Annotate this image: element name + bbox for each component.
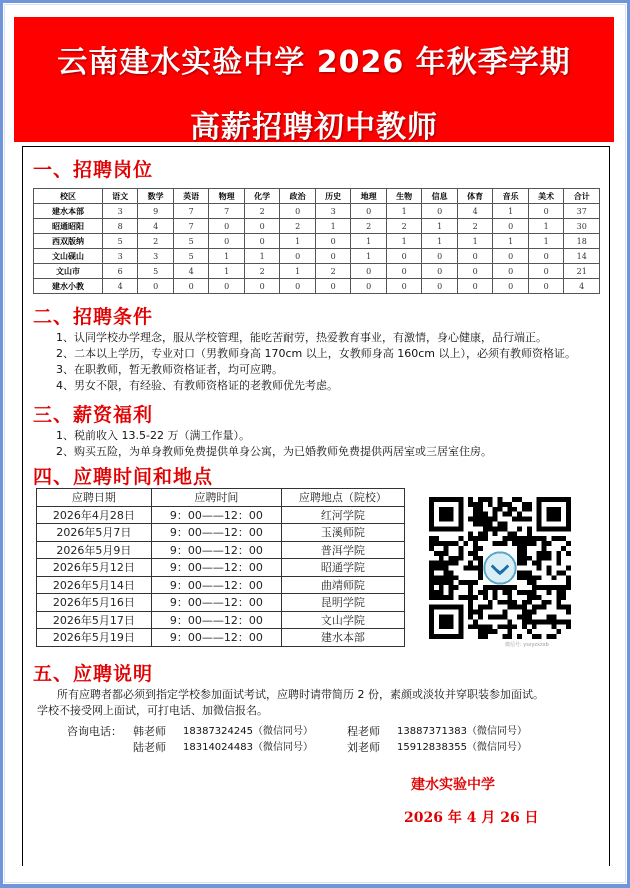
requirement-item: 1、认同学校办学理念，服从学校管理，能吃苦耐劳，热爱教育事业，有激情，身心健康，品行端正。	[56, 331, 547, 344]
qr-code-icon	[429, 497, 571, 639]
positions-header-cell: 体育	[457, 189, 493, 204]
time-cell: 9：00——12：00	[151, 559, 281, 577]
positions-header-cell: 历史	[315, 189, 351, 204]
count-cell: 18	[564, 234, 600, 249]
positions-header-cell: 信息	[422, 189, 458, 204]
positions-header-cell: 音乐	[493, 189, 529, 204]
requirement-item: 4、男女不限，有经验、有教师资格证的老教师优先考虑。	[56, 379, 338, 392]
table-row	[37, 506, 405, 524]
campus-cell: 建水小教	[34, 279, 103, 294]
positions-header-cell: 美术	[528, 189, 564, 204]
count-cell: 5	[102, 234, 138, 249]
count-cell: 0	[244, 234, 280, 249]
count-cell: 7	[173, 219, 209, 234]
count-cell: 1	[422, 234, 458, 249]
contact-name: 韩老师	[133, 725, 166, 738]
count-cell: 0	[315, 279, 351, 294]
count-cell: 30	[564, 219, 600, 234]
count-cell: 0	[493, 279, 529, 294]
title-banner	[14, 17, 614, 145]
count-cell: 0	[457, 264, 493, 279]
location-cell: 普洱学院	[281, 541, 404, 559]
table-row	[34, 234, 600, 249]
requirement-item: 2、二本以上学历，专业对口（男教师身高 170cm 以上，女教师身高 160cm 以上），必须有教师资格证。	[56, 347, 576, 360]
contact-name: 程老师	[347, 725, 380, 738]
section-title-positions: 一、招聘岗位	[33, 159, 154, 181]
count-cell: 2	[280, 219, 316, 234]
benefits-list	[56, 428, 492, 460]
count-cell: 0	[209, 279, 245, 294]
count-cell: 4	[173, 264, 209, 279]
location-cell: 文山学院	[281, 611, 404, 629]
count-cell: 1	[244, 249, 280, 264]
section-title-benefits: 三、薪资福利	[33, 404, 154, 426]
count-cell: 2	[351, 219, 387, 234]
positions-header-cell: 合计	[564, 189, 600, 204]
count-cell: 8	[102, 219, 138, 234]
count-cell: 0	[351, 279, 387, 294]
count-cell: 0	[528, 264, 564, 279]
count-cell: 0	[528, 279, 564, 294]
schedule-header-cell: 应聘地点（院校）	[281, 489, 404, 507]
count-cell: 2	[244, 204, 280, 219]
table-row	[34, 219, 600, 234]
count-cell: 0	[386, 249, 422, 264]
count-cell: 2	[457, 219, 493, 234]
location-cell: 昭通学院	[281, 559, 404, 577]
positions-header-cell: 生物	[386, 189, 422, 204]
count-cell: 5	[173, 234, 209, 249]
positions-table	[33, 188, 600, 294]
contact-phone[interactable]: 13887371383（微信同号）	[397, 726, 527, 737]
schedule-table-header	[37, 489, 405, 507]
schedule-header-cell: 应聘时间	[151, 489, 281, 507]
contact-phone[interactable]: 18314024483（微信同号）	[183, 742, 313, 753]
positions-header-cell: 数学	[138, 189, 174, 204]
positions-header-cell: 物理	[209, 189, 245, 204]
contact-name: 陆老师	[133, 741, 166, 754]
count-cell: 0	[351, 204, 387, 219]
contact-label: 咨询电话：	[67, 725, 122, 738]
count-cell: 1	[351, 249, 387, 264]
count-cell: 4	[102, 279, 138, 294]
count-cell: 1	[209, 249, 245, 264]
section-title-schedule: 四、应聘时间和地点	[33, 466, 214, 488]
campus-cell: 文山市	[34, 264, 103, 279]
count-cell: 2	[138, 234, 174, 249]
date-cell: 2026年5月17日	[37, 611, 152, 629]
count-cell: 0	[315, 234, 351, 249]
count-cell: 1	[493, 204, 529, 219]
count-cell: 37	[564, 204, 600, 219]
banner-title-line1: 云南建水实验中学 2026 年秋季学期	[57, 45, 571, 80]
count-cell: 0	[351, 264, 387, 279]
positions-header-cell: 化学	[244, 189, 280, 204]
count-cell: 0	[244, 279, 280, 294]
count-cell: 0	[173, 279, 209, 294]
count-cell: 9	[138, 204, 174, 219]
time-cell: 9：00——12：00	[151, 611, 281, 629]
schedule-header-cell: 应聘日期	[37, 489, 152, 507]
count-cell: 0	[528, 249, 564, 264]
count-cell: 0	[493, 249, 529, 264]
date-cell: 2026年5月14日	[37, 576, 152, 594]
count-cell: 1	[315, 219, 351, 234]
count-cell: 1	[280, 234, 316, 249]
count-cell: 0	[493, 219, 529, 234]
count-cell: 1	[528, 219, 564, 234]
count-cell: 1	[386, 234, 422, 249]
time-cell: 9：00——12：00	[151, 576, 281, 594]
count-cell: 0	[280, 279, 316, 294]
count-cell: 0	[457, 279, 493, 294]
count-cell: 6	[102, 264, 138, 279]
count-cell: 5	[173, 249, 209, 264]
date-cell: 2026年5月16日	[37, 594, 152, 612]
location-cell: 红河学院	[281, 506, 404, 524]
table-row	[34, 204, 600, 219]
table-row	[34, 279, 600, 294]
count-cell: 5	[138, 264, 174, 279]
count-cell: 2	[315, 264, 351, 279]
contact-row	[67, 724, 561, 740]
time-cell: 9：00——12：00	[151, 541, 281, 559]
benefit-item: 2、购买五险，为单身教师免费提供单身公寓，为已婚教师免费提供两居室或三居室住房。	[56, 445, 492, 458]
count-cell: 0	[457, 249, 493, 264]
count-cell: 4	[564, 279, 600, 294]
content-box	[22, 146, 610, 866]
benefit-item: 1、税前收入 13.5-22 万（满工作量）。	[56, 429, 250, 442]
count-cell: 0	[422, 279, 458, 294]
contact-name: 刘老师	[347, 741, 380, 754]
table-row	[37, 524, 405, 542]
count-cell: 1	[351, 234, 387, 249]
section-title-notes: 五、应聘说明	[33, 663, 154, 685]
location-cell: 曲靖师院	[281, 576, 404, 594]
count-cell: 1	[422, 219, 458, 234]
campus-cell: 建水本部	[34, 204, 103, 219]
count-cell: 0	[422, 249, 458, 264]
contact-phone[interactable]: 15912838355（微信同号）	[397, 742, 527, 753]
notes-paragraph	[35, 687, 605, 719]
qr-caption: 微信号: yssyzxzxb	[505, 642, 549, 648]
count-cell: 0	[422, 204, 458, 219]
notes-line-2: 学校不接受网上面试，可打电话、加微信报名。	[37, 704, 268, 717]
positions-header-cell: 校区	[34, 189, 103, 204]
time-cell: 9：00——12：00	[151, 594, 281, 612]
section-title-requirements: 二、招聘条件	[33, 306, 154, 328]
count-cell: 1	[493, 234, 529, 249]
count-cell: 2	[244, 264, 280, 279]
count-cell: 2	[386, 219, 422, 234]
schedule-table-body	[37, 506, 405, 646]
schedule-table	[36, 488, 405, 647]
positions-header-cell: 地理	[351, 189, 387, 204]
count-cell: 21	[564, 264, 600, 279]
location-cell: 玉溪师院	[281, 524, 404, 542]
campus-cell: 文山砚山	[34, 249, 103, 264]
count-cell: 1	[386, 204, 422, 219]
positions-table-header	[34, 189, 600, 204]
count-cell: 0	[138, 279, 174, 294]
count-cell: 0	[315, 249, 351, 264]
count-cell: 0	[209, 234, 245, 249]
table-row	[37, 594, 405, 612]
date-cell: 2026年5月12日	[37, 559, 152, 577]
table-row	[37, 559, 405, 577]
count-cell: 0	[493, 264, 529, 279]
count-cell: 3	[102, 249, 138, 264]
count-cell: 1	[280, 264, 316, 279]
positions-table-body	[34, 204, 600, 294]
time-cell: 9：00——12：00	[151, 524, 281, 542]
table-row	[37, 576, 405, 594]
count-cell: 3	[102, 204, 138, 219]
count-cell: 0	[280, 249, 316, 264]
table-row	[37, 541, 405, 559]
count-cell: 3	[138, 249, 174, 264]
contact-row	[67, 740, 561, 756]
date-cell: 2026年5月7日	[37, 524, 152, 542]
date-cell: 2026年4月28日	[37, 506, 152, 524]
signature-date: 2026 年 4 月 26 日	[404, 810, 539, 826]
banner-title-line2: 高薪招聘初中教师	[190, 110, 438, 145]
notes-line-1: 所有应聘者都必须到指定学校参加面试考试，应聘时请带简历 2 份，素颜或淡妆并穿职装参加面试。	[57, 688, 544, 701]
table-row	[37, 629, 405, 647]
count-cell: 0	[386, 264, 422, 279]
location-cell: 昆明学院	[281, 594, 404, 612]
count-cell: 3	[315, 204, 351, 219]
count-cell: 0	[422, 264, 458, 279]
date-cell: 2026年5月9日	[37, 541, 152, 559]
requirements-list	[56, 330, 576, 394]
signature-school: 建水实验中学	[411, 777, 495, 793]
table-row	[37, 611, 405, 629]
count-cell: 7	[209, 204, 245, 219]
time-cell: 9：00——12：00	[151, 506, 281, 524]
positions-header-cell: 英语	[173, 189, 209, 204]
time-cell: 9：00——12：00	[151, 629, 281, 647]
count-cell: 14	[564, 249, 600, 264]
campus-cell: 西双版纳	[34, 234, 103, 249]
table-row	[34, 264, 600, 279]
count-cell: 1	[209, 264, 245, 279]
count-cell: 4	[138, 219, 174, 234]
count-cell: 0	[244, 219, 280, 234]
campus-cell: 昭通昭阳	[34, 219, 103, 234]
date-cell: 2026年5月19日	[37, 629, 152, 647]
contacts	[67, 724, 561, 756]
count-cell: 0	[386, 279, 422, 294]
count-cell: 1	[528, 234, 564, 249]
count-cell: 1	[457, 234, 493, 249]
count-cell: 0	[209, 219, 245, 234]
positions-header-cell: 语文	[102, 189, 138, 204]
table-row	[34, 249, 600, 264]
count-cell: 0	[528, 204, 564, 219]
positions-header-cell: 政治	[280, 189, 316, 204]
requirement-item: 3、在职教师，暂无教师资格证者，均可应聘。	[56, 363, 283, 376]
count-cell: 0	[280, 204, 316, 219]
contact-phone[interactable]: 18387324245（微信同号）	[183, 726, 313, 737]
location-cell: 建水本部	[281, 629, 404, 647]
count-cell: 4	[457, 204, 493, 219]
count-cell: 7	[173, 204, 209, 219]
